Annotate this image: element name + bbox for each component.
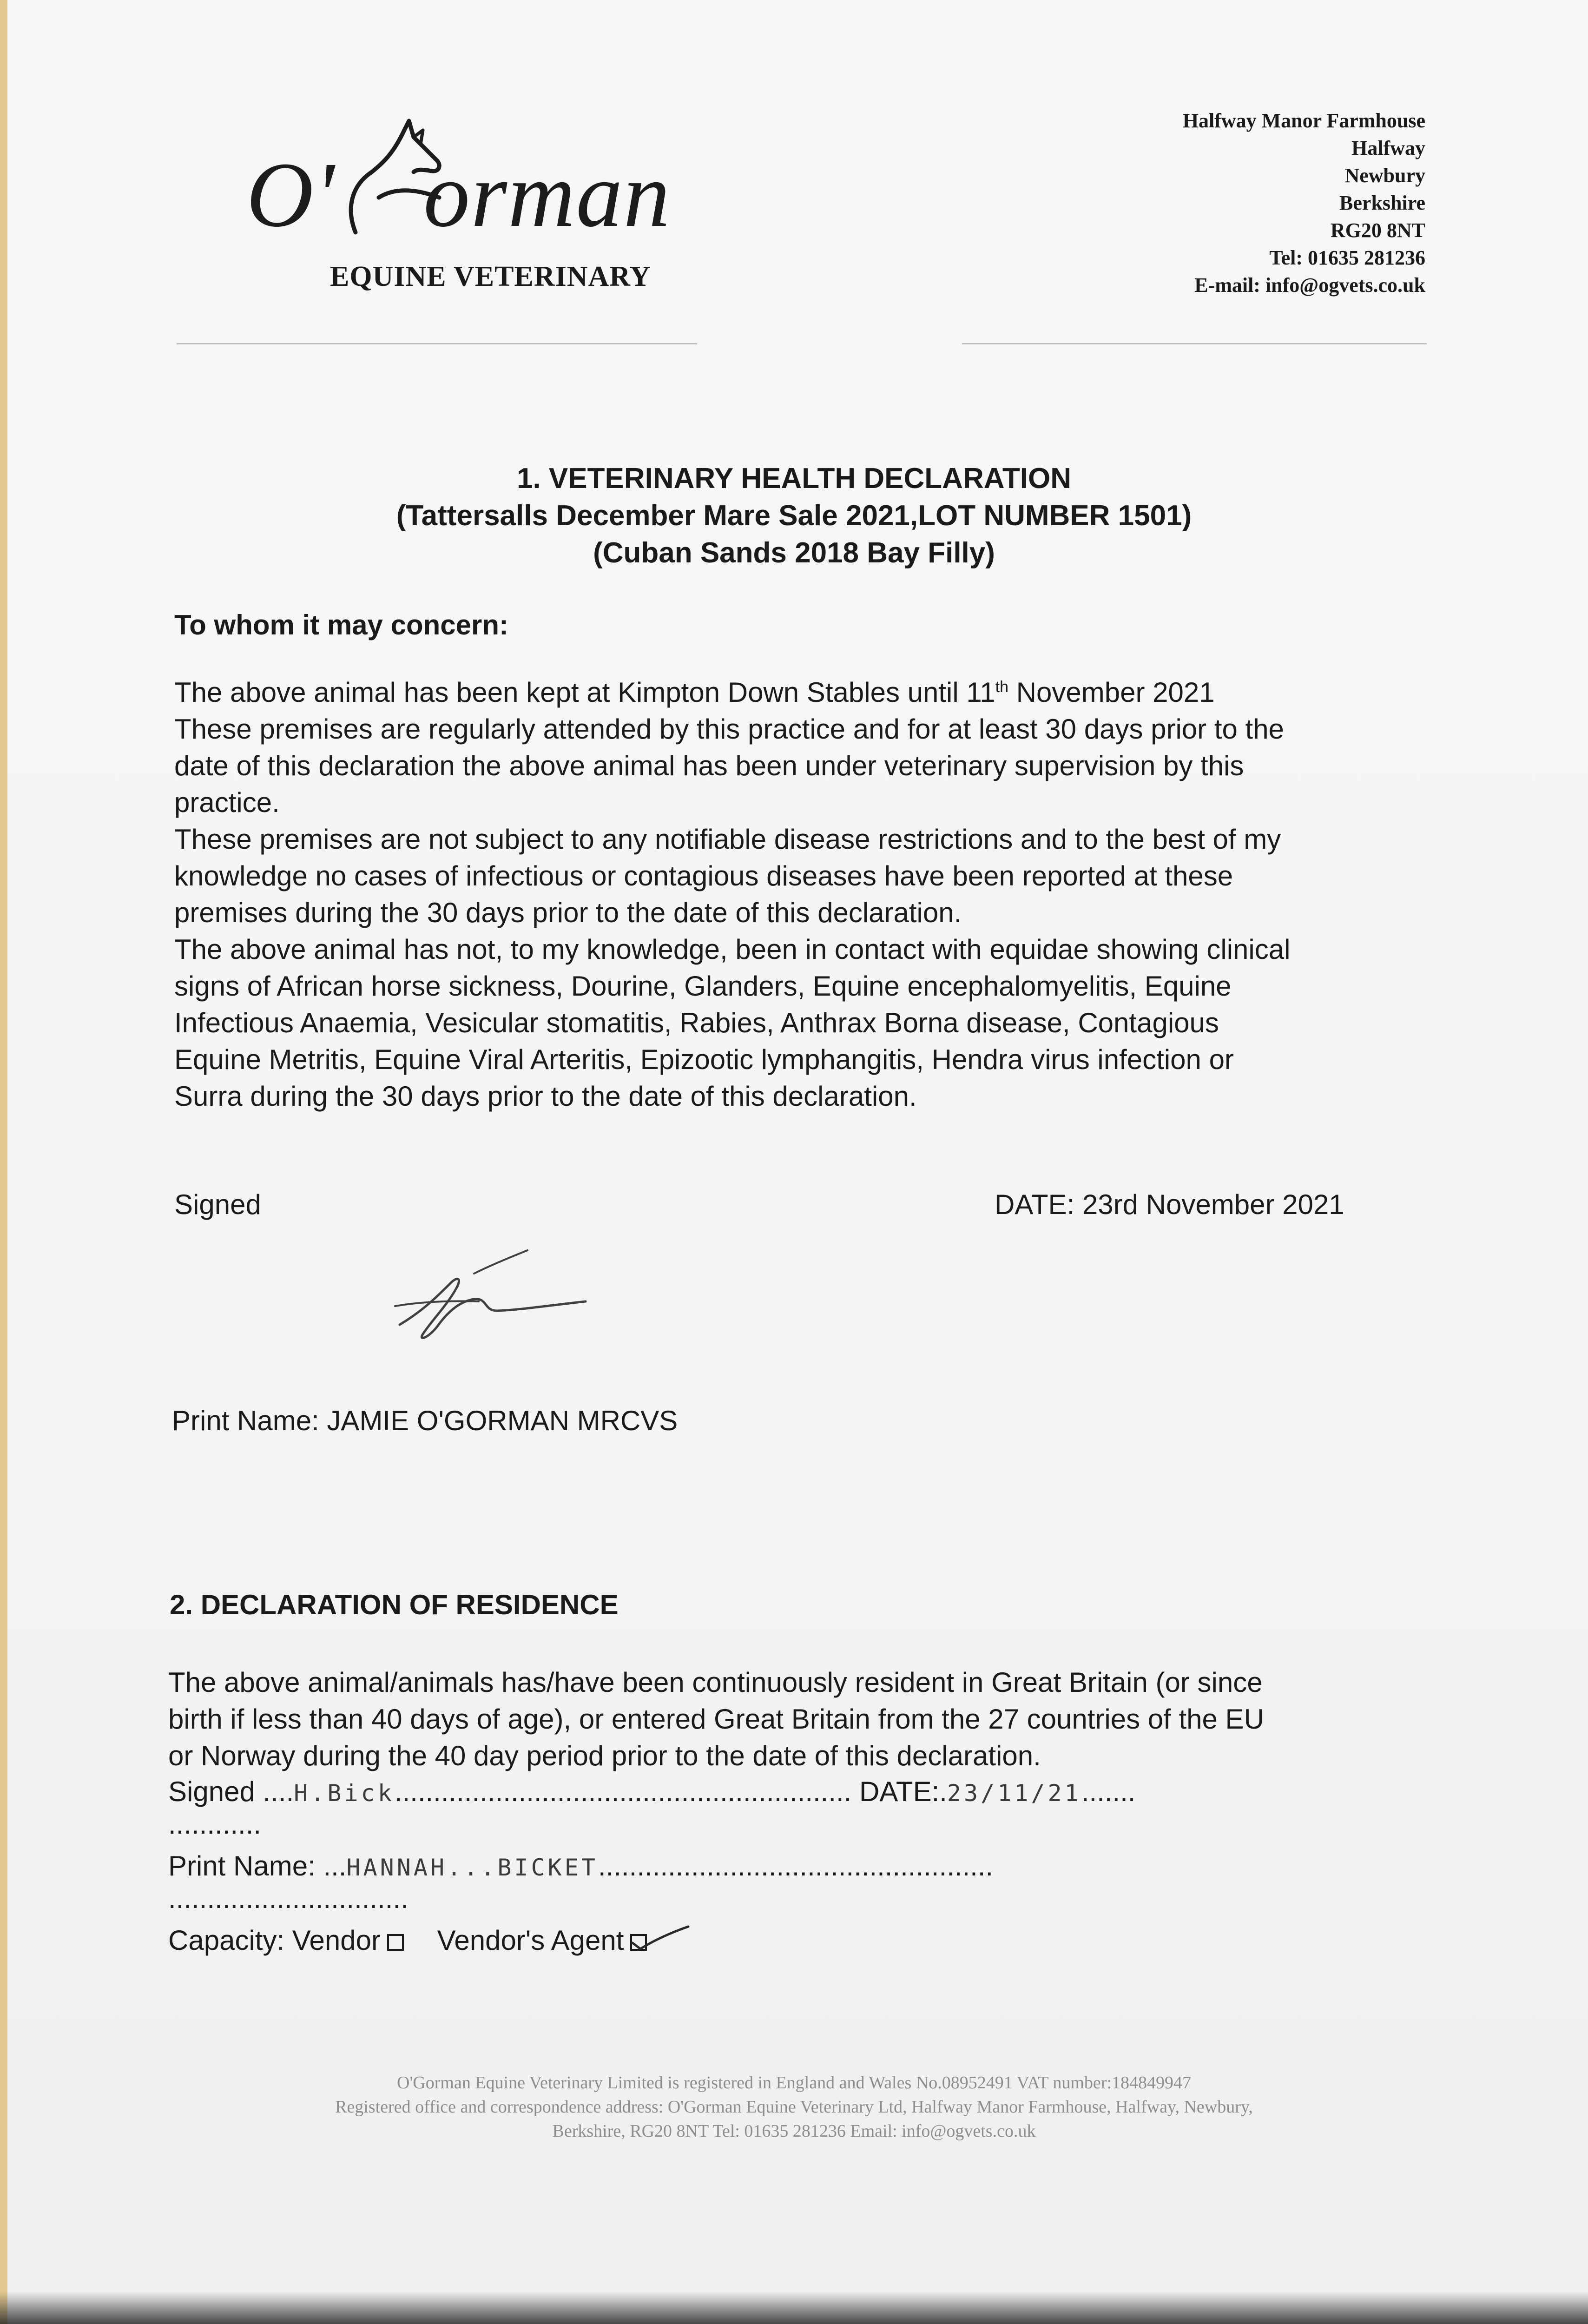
body-text: November 2021: [1008, 677, 1215, 708]
body-line: Equine Metritis, Equine Viral Arteritis, Epizootic lymphangitis, Hendra virus infection or: [174, 1044, 1234, 1075]
address-line: Newbury: [1344, 164, 1425, 187]
body-line: These premises are not subject to any notifiable disease restrictions and to the best of my: [174, 824, 1281, 855]
title-line: (Cuban Sands 2018 Bay Filly): [593, 537, 995, 569]
vendor-checkbox[interactable]: [387, 1934, 404, 1951]
salutation: To whom it may concern:: [174, 609, 508, 640]
date-label: DATE:.: [859, 1776, 947, 1807]
vendors-agent-checkbox[interactable]: [630, 1934, 647, 1951]
dotted-line: ...................................................: [598, 1850, 994, 1882]
signed-label: Signed: [174, 1189, 261, 1220]
body-line: The above animal has not, to my knowledge, been in contact with equidae showing clinical: [174, 934, 1291, 965]
practice-address: [1183, 107, 1425, 299]
vet-signature: [367, 1246, 600, 1348]
handwritten-date: 23/11/21: [947, 1780, 1081, 1807]
address-line: Berkshire: [1339, 191, 1425, 214]
title-line: (Tattersalls December Mare Sale 2021,LOT NUMBER 1501): [396, 500, 1192, 532]
section2-body: [168, 1664, 1264, 1774]
superscript: th: [995, 678, 1008, 696]
address-line: Halfway Manor Farmhouse: [1182, 109, 1425, 132]
body-line: premises during the 30 days prior to the date of this declaration.: [174, 897, 962, 928]
address-phone: Tel: 01635 281236: [1269, 246, 1425, 269]
address-line: Halfway: [1351, 137, 1425, 159]
header-divider-left: [177, 343, 697, 344]
page-edge: [0, 0, 7, 2324]
section2-title: 2. DECLARATION OF RESIDENCE: [170, 1589, 619, 1620]
body-line: date of this declaration the above animal has been under veterinary supervision by this: [174, 750, 1244, 781]
section1-title: [0, 460, 1588, 572]
body-line: practice.: [174, 787, 280, 818]
company-logo: [246, 116, 692, 302]
body-line: These premises are regularly attended by this practice and for at least 30 days prior to the: [174, 713, 1284, 745]
section1-body: [174, 674, 1290, 1115]
body-line: or Norway during the 40 day period prior to the date of this declaration.: [168, 1740, 1041, 1771]
title-line: 1. VETERINARY HEALTH DECLARATION: [517, 462, 1071, 495]
dotted-line: ...........................................................: [394, 1776, 852, 1807]
vendor-signature: H.Bick: [294, 1780, 395, 1807]
company-footer: [0, 2071, 1588, 2143]
body-line: knowledge no cases of infectious or contagious diseases have been reported at these: [174, 860, 1233, 891]
vet-print-name: Print Name: JAMIE O'GORMAN MRCVS: [172, 1405, 678, 1436]
dotted-line: ............: [168, 1809, 262, 1840]
dotted-line: ...............................: [168, 1883, 409, 1914]
signed-label: Signed ....: [168, 1776, 294, 1807]
footer-line: Registered office and correspondence address: O'Gorman Equine Veterinary Ltd, Halfway Manor Farmhouse, Halfway, Newbury,: [335, 2097, 1253, 2117]
body-line: birth if less than 40 days of age), or entered Great Britain from the 27 countries of the EU: [168, 1703, 1264, 1735]
body-line: Infectious Anaemia, Vesicular stomatitis, Rabies, Anthrax Borna disease, Contagious: [174, 1007, 1219, 1038]
agent-label: Vendor's Agent: [437, 1925, 624, 1956]
logo-subtitle: EQUINE VETERINARY: [330, 261, 651, 292]
dotted-line: .......: [1081, 1776, 1136, 1807]
footer-line: Berkshire, RG20 8NT Tel: 01635 281236 Email: info@ogvets.co.uk: [552, 2121, 1036, 2141]
print-name-label: Print Name: ...: [168, 1850, 347, 1882]
logo-wordmark: O' orman: [246, 144, 671, 246]
footer-line: O'Gorman Equine Veterinary Limited is registered in England and Wales No.08952491 VAT number:184849947: [397, 2073, 1191, 2093]
address-email: E-mail: info@ogvets.co.uk: [1194, 274, 1425, 297]
residence-signed-row: [168, 1773, 1135, 1812]
handwritten-print-name: HANNAH...BICKET: [346, 1854, 598, 1881]
body-line: signs of African horse sickness, Dourine, Glanders, Equine encephalomyelitis, Equine: [174, 971, 1232, 1002]
body-line: [174, 674, 1290, 711]
body-text: The above animal has been kept at Kimpton Down Stables until 11: [174, 677, 995, 708]
capacity-label: Capacity: Vendor: [168, 1925, 381, 1956]
declaration-date: DATE: 23rd November 2021: [995, 1189, 1344, 1220]
body-line: Surra during the 30 days prior to the date of this declaration.: [174, 1081, 917, 1112]
page-bottom-shadow: [0, 2291, 1588, 2324]
capacity-row: [168, 1922, 647, 1959]
tick-mark-icon: [630, 1922, 691, 1954]
body-line: The above animal/animals has/have been continuously resident in Great Britain (or since: [168, 1667, 1263, 1698]
header-divider-right: [962, 343, 1427, 344]
address-line: RG20 8NT: [1330, 219, 1425, 242]
